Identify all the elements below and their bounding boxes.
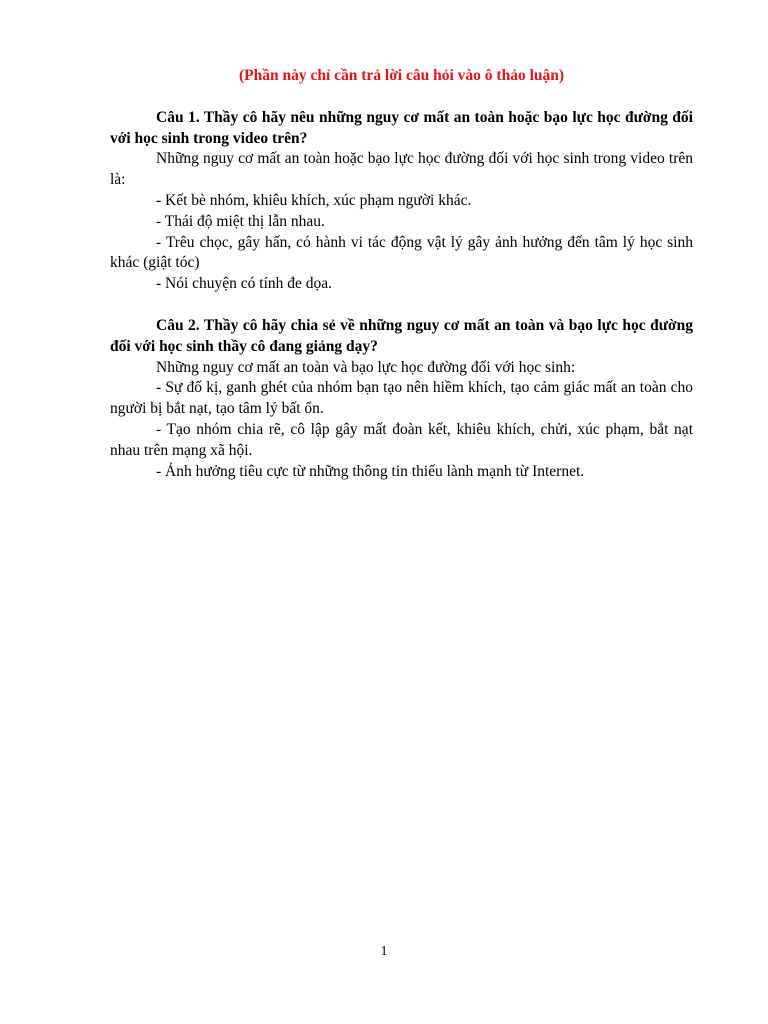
question-2-intro: Những nguy cơ mất an toàn và bạo lực học đường đối với học sinh:: [156, 358, 576, 376]
question-1-item-4: - Nói chuyện có tính đe dọa.: [156, 275, 333, 293]
question-1-intro: Những nguy cơ mất an toàn hoặc bạo lực học đường đối với học sinh trong video trên là:: [110, 150, 693, 189]
document-page: [110, 66, 693, 482]
question-2-item-1: - Sự đố kị, ganh ghét của nhóm bạn tạo nên hiềm khích, tạo cảm giác mất an toàn cho người bị bắt nạt, tạo tâm lý bất ổn.: [110, 379, 693, 418]
question-2-item-3: - Ảnh hưởng tiêu cực từ những thông tin thiếu lành mạnh từ Internet.: [156, 462, 585, 480]
question-2-title: Câu 2. Thầy cô hãy chia sẻ về những nguy cơ mất an toàn và bạo lực học đường đối với học sinh thầy cô đang giảng dạy?: [110, 316, 693, 355]
question-1-item-3: - Trêu chọc, gây hấn, có hành vi tác động vật lý gây ảnh hưởng đến tâm lý học sinh khác (giật tóc): [110, 233, 693, 272]
question-2-item-2: - Tạo nhóm chia rẽ, cô lập gây mất đoàn kết, khiêu khích, chửi, xúc phạm, bắt nạt nhau trên mạng xã hội.: [110, 420, 693, 459]
question-1-title: Câu 1. Thầy cô hãy nêu những nguy cơ mất an toàn hoặc bạo lực học đường đối với học sinh trong video trên?: [110, 108, 693, 147]
question-1-section: [110, 108, 693, 295]
instruction-note: (Phần này chỉ cần trả lời câu hỏi vào ô thảo luận): [238, 67, 565, 84]
question-1-item-1: - Kết bè nhóm, khiêu khích, xúc phạm người khác.: [156, 191, 472, 209]
page-number: 1: [380, 944, 388, 959]
section-spacer: [110, 295, 693, 316]
question-2-section: [110, 316, 693, 482]
question-1-item-2: - Thái độ miệt thị lẫn nhau.: [156, 212, 325, 230]
